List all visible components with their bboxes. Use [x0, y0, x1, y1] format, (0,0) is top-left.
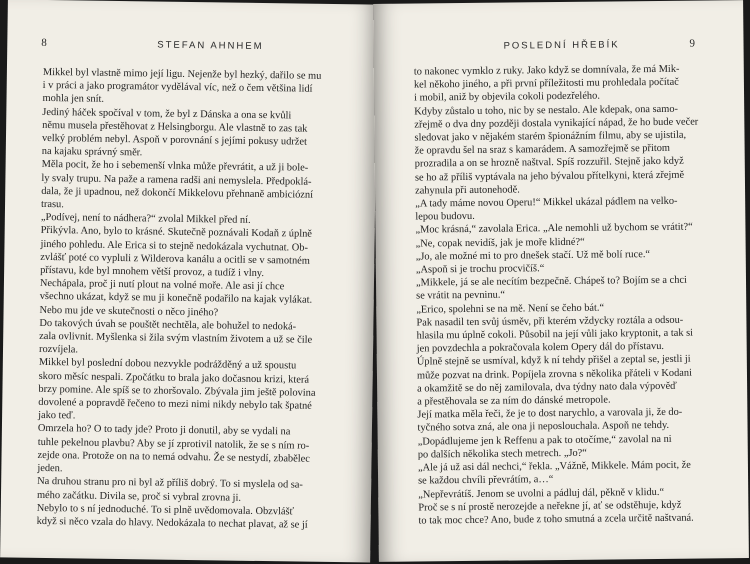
text-line: zala ovlivnit. Myšlenka si žila svým vlastním životem a už se čile [39, 330, 313, 346]
text-line: Mikkel byl vlastně mimo její ligu. Nejenže byl hezký, dařilo se mu [42, 66, 322, 82]
text-line: „Dopádlujeme jen k Reffenu a pak to otočíme,“ zavolal na ni [417, 433, 672, 448]
text-line: ly svaly trupu. Na paže a ramena radši ani nemyslela. Předpoklá- [41, 172, 312, 188]
page-number: 9 [689, 37, 696, 50]
text-line: Proč se s ní prostě nerozejde a neřekne jí, ať se odstěhuje, když [418, 499, 682, 514]
text-line: a okamžitě se do něj zamilovala, dva týdny nato dala výpověď [417, 380, 677, 395]
text-line: zahynula při autonehodě. [414, 184, 520, 197]
text-line: se vrátit na pevninu.“ [416, 290, 506, 302]
text-line: po dalších několika stech metrech. „Jo?“ [417, 447, 587, 461]
text-line: Kdyby zůstalo u toho, nic by se nestalo. Ale kdepak, ona samo- [414, 103, 679, 118]
text-line: Nebylo to s ní jednoduché. To si plně uvědomovala. Obzvlášť [36, 502, 295, 518]
text-line: Pak nasadil ten svůj úsměv, při kterém vždycky roztála a odsou- [416, 314, 684, 329]
text-line: zejde ona. Protože on na to nemá odvahu. Že se nestydí, zbabělec [37, 449, 310, 465]
text-line: jako teď. [38, 410, 76, 422]
text-line: přístavu, kde byl mnohem větší provoz, a tudíž i vlny. [40, 264, 265, 280]
text-line: němu musela přestěhovat z Helsingborgu. Ale vlastně to zas tak [42, 119, 308, 135]
body-text [414, 62, 717, 527]
text-line: když si něco vzala do hlavy. Nedokázala to nechat plavat, až se jí [36, 515, 308, 531]
text-line: na kajaku správný směr. [41, 146, 143, 159]
text-line: „Jo, ale možné mi to pro dnešek stačí. Už mě bolí ruce.“ [415, 248, 651, 263]
text-line: i mobil, aniž by objevila cokoli podezřelého. [414, 90, 600, 104]
text-line: jeden. [37, 462, 63, 475]
text-line: Nebo mu jde ve skutečnosti o něco jiného? [39, 304, 219, 319]
text-line: „Mikkele, já se ale necítím bezpečně. Chápeš to? Bojím se a chci [415, 274, 687, 289]
text-line: „Ale já už asi dál nechci,“ řekla. „Vážně, Mikkele. Mám pocit, že [417, 459, 691, 474]
text-line: i v práci a jako programátor vydělával víc, než o čem většina lidí [42, 80, 313, 95]
text-line: Do takových úvah se pouštět nechtěla, ale bohužel to nedoká- [39, 317, 297, 333]
text-line: Přikývla. Ano, bylo to krásné. Skutečně poznávali Kodaň z úplně [40, 225, 313, 241]
text-line: Omrzela ho? O to tady jde? Proto ji donutil, aby se vydali na [37, 423, 291, 438]
text-line: může pozvat na drink. Popíjela zrovna s několika přáteli v Kodani [416, 367, 693, 382]
text-line: Mikkel byl poslední dobou nezvykle podrážděný a už spoustu [38, 357, 297, 372]
text-line: se ho až příliš vyptávala na jeho bývalou přítelkyni, která zřejmě [414, 169, 685, 184]
text-line: tuhle pekelnou plavbu? Aby se jí zprotivil natolik, že se s ním ro- [37, 436, 310, 452]
text-line: „Moc krásná,“ zavolala Erica. „Ale nemohli už bychom se vrátit?“ [415, 222, 693, 236]
text-line: to tak moc chce? Ano, bude z toho smutná a zcela určitě naštvaná. [418, 512, 694, 527]
text-line: jiného pohledu. Ale Erica si to stejně nedokázala vychutnat. Ob- [40, 238, 309, 254]
body-text [37, 66, 345, 532]
text-line: „A tady máme novou Operu!“ Mikkel ukázal pádlem na velko- [415, 195, 678, 210]
text-line: „Nepřevrátíš. Jenom se uvolni a pádluj dál, pěkně v klidu.“ [418, 486, 665, 501]
text-line: Na druhou stranu pro ni byl až příliš dobrý. To si myslela od sa- [37, 476, 303, 491]
text-line: velký problém nebyl. Aspoň v porovnání s jejími pokusy udržet [41, 132, 307, 148]
text-line: všechno ukázat, když se mu ji konečně podařilo na kajak vylákat. [39, 291, 313, 307]
text-line: Úplně stejně se usmíval, když k ní tehdy přišel a zeptal se, jestli ji [416, 354, 691, 368]
text-line: a přestěhovala se za ním do dánské metropole. [417, 394, 611, 408]
page-number: 8 [41, 36, 47, 49]
text-line: dovolené a popravdě řečeno to mezi nimi nikdy nebylo tak špatné [38, 396, 312, 412]
text-line: skoro měsíc nespali. Zpočátku to brala jako dočasnou krizi, která [38, 370, 310, 386]
text-line: Jediný háček spočíval v tom, že byl z Dánska a ona se kvůli [42, 106, 292, 122]
text-line: kel někoho jiného, a při první příležitosti mu prohledala počítač [413, 76, 679, 91]
text-line: prozradila a on se hrozně naštval. Spíš rozzuřil. Stejně jako když [414, 156, 684, 170]
text-line: to nakonec vymklo z ruky. Jako když se domnívala, že má Mik- [413, 63, 680, 78]
text-line: mého začátku. Divila se, proč si vybral zrovna ji. [36, 489, 242, 504]
text-line: Měla pocit, že ho i sebemenší vlnka může převrátit, a už ji bole- [41, 159, 309, 175]
text-line: rozvíjela. [38, 344, 79, 356]
text-line: Nechápala, proč ji nutí plout na volné moře. Ale asi jí chce [39, 278, 285, 293]
text-line: mohla jen snít. [42, 93, 105, 106]
text-line: dala, že ji upadnou, než dokončí Mikkelovu přehnaně ambiciózní [41, 185, 314, 201]
text-line: „Podívej, není to nádhera?“ zvolal Mikkel před ní. [40, 212, 251, 227]
right-page [373, 0, 749, 562]
text-line: „Ne, copak nevidíš, jak je moře klidné?“ [415, 236, 585, 250]
text-line: sledovat jako v nějakém starém špionážním filmu, aby se ujistila, [414, 129, 687, 144]
text-line: „Erico, spolehni se na mě. Není se čeho bát.“ [416, 302, 605, 316]
text-line: brzy pomine. Ale spíš se to zhoršovalo. Zbývala jim ještě polovina [38, 383, 316, 399]
text-line: se každou chvíli převrátím, a…“ [418, 474, 554, 487]
text-line: „Aspoň si je trochu procvičíš.“ [415, 263, 545, 276]
text-line: jen povzdechla a pokračovala kolem Opery dál do přístavu. [416, 341, 665, 355]
text-line: trasu. [40, 198, 64, 211]
text-line: lepou budovu. [415, 211, 475, 223]
text-line: zvlášť poté co vypluli z Wilderova kanálu a ocitli se v samotném [40, 251, 310, 267]
text-line: Její matka měla řeči, že je to dost narychlo, a varovala ji, že do- [417, 407, 683, 421]
text-line: hlasila mu úplně cokoli. Působil na její vůli jako kryptonit, a tak si [416, 327, 694, 342]
text-line: tyčného sotva zná, ale ona ji neposlouchala. Aspoň ne tehdy. [417, 420, 670, 434]
text-line: zřejmě o dva dny později dostala vynikající nápad, že ho bude večer [414, 116, 699, 131]
running-head: STEFAN AHNHEM [157, 39, 264, 53]
text-line: že opravdu šel na sraz s kamarádem. A samozřejmě se přitom [414, 143, 671, 157]
running-head: POSLEDNÍ HŘEBÍK [503, 39, 620, 52]
